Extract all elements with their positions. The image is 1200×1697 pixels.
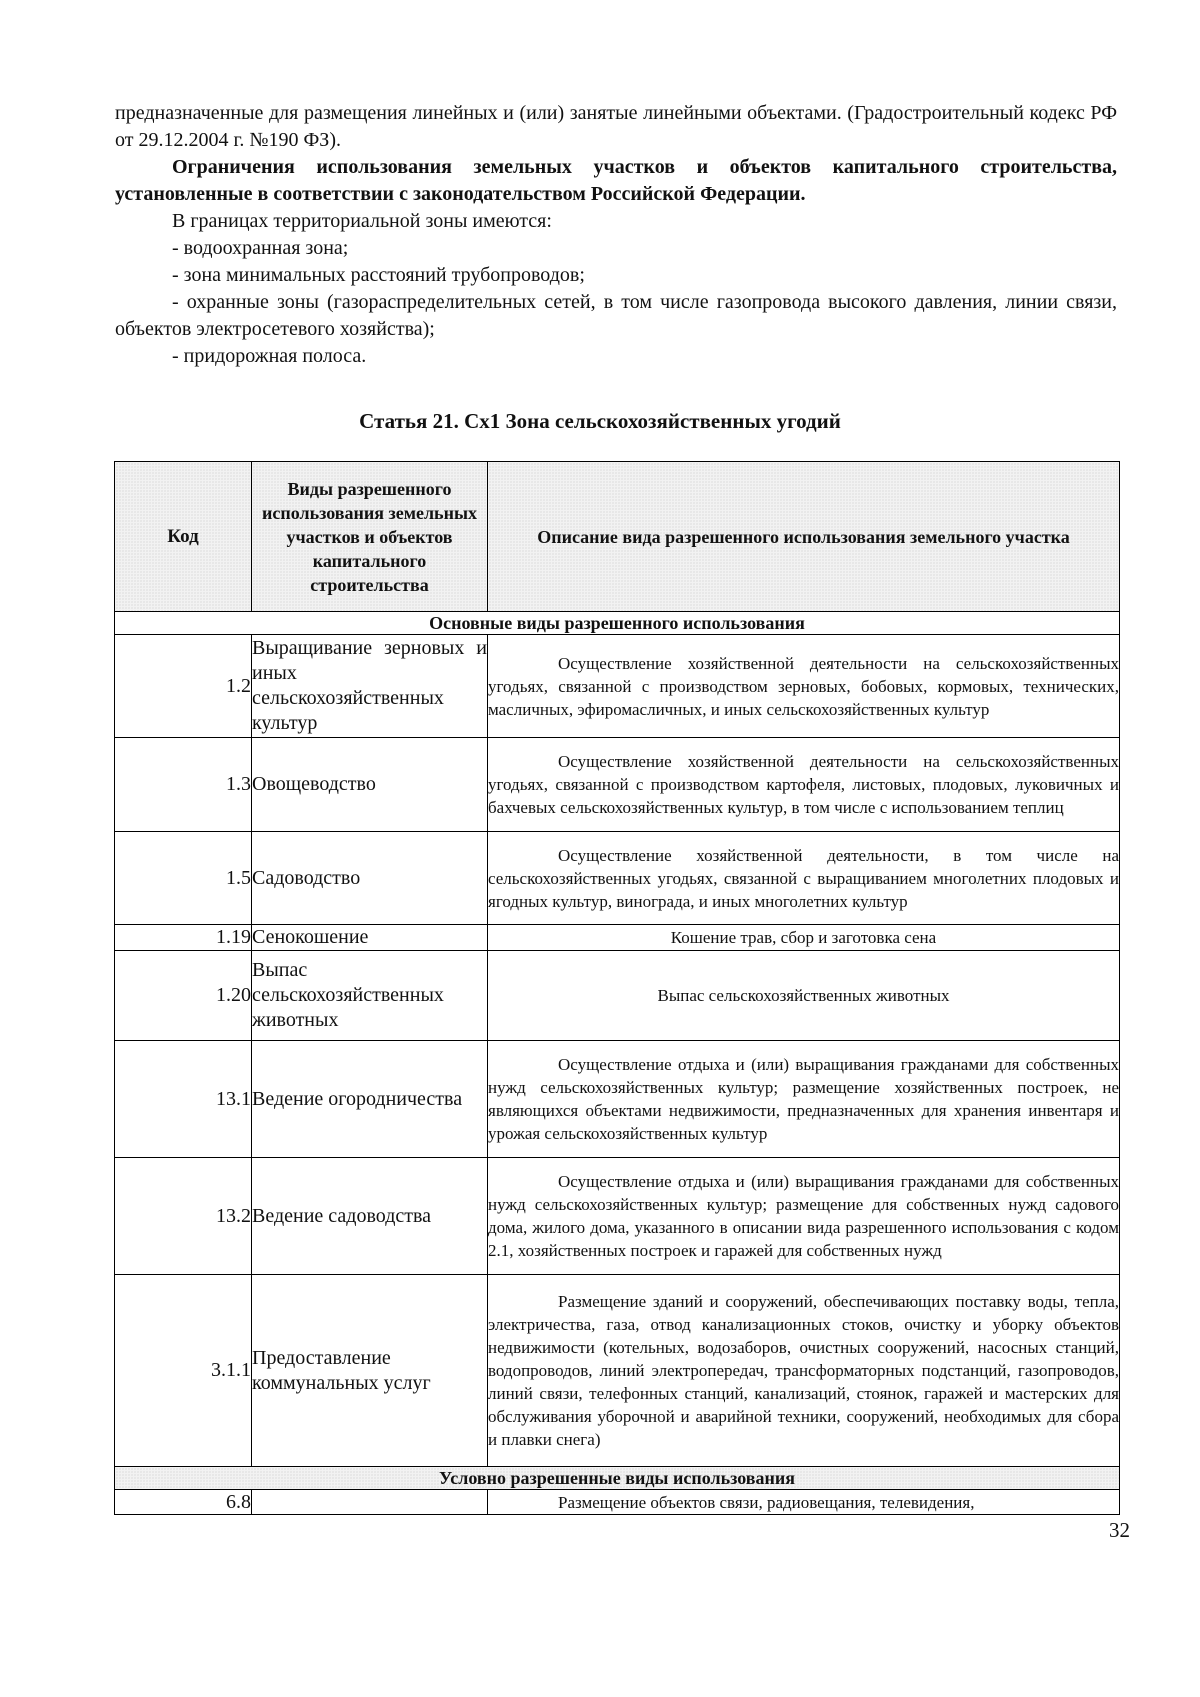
row-code: 13.1 [115, 1041, 252, 1158]
table-row [115, 832, 1120, 925]
table-row [115, 635, 1120, 738]
row-description: Осуществление хозяйственной деятельности на сельскохозяйственных угодьях, связанной с производством зерновых, бобовых, кормовых, технических, масличных, эфиромасличных, и иных сельскохозяйственных культур [488, 635, 1120, 738]
intro-paragraph: предназначенные для размещения линейных и (или) занятые линейными объектами. (Градостроительный кодекс РФ от 29.12.2004 г. №190 ФЗ). [115, 102, 1117, 151]
section-row [115, 612, 1120, 635]
row-name: Сенокошение [252, 925, 488, 951]
row-code: 1.2 [115, 635, 252, 738]
row-name: Выращивание зерновых и иных сельскохозяйственных культур [252, 635, 488, 738]
table-row [115, 1158, 1120, 1275]
row-code: 1.20 [115, 951, 252, 1041]
row-description: Размещение объектов связи, радиовещания, телевидения, [488, 1490, 1120, 1515]
row-code: 1.3 [115, 738, 252, 832]
row-description: Осуществление отдыха и (или) выращивания гражданами для собственных нужд сельскохозяйственных культур; размещение для собственных нужд садового дома, жилого дома, указанного в описании вида разрешенного использования с кодом 2.1, хозяйственных построек и гаражей для собственных нужд [488, 1158, 1120, 1275]
row-description: Выпас сельскохозяйственных животных [488, 951, 1120, 1041]
row-description: Кошение трав, сбор и заготовка сена [488, 925, 1120, 951]
row-name: Выпас сельскохозяйственных животных [252, 951, 488, 1041]
row-name [252, 1490, 488, 1515]
row-description: Размещение зданий и сооружений, обеспечивающих поставку воды, тепла, электричества, газа, отвод канализационных стоков, очистку и уборку объектов недвижимости (котельных, водозаборов, очистных сооружений, насосных станций, водопроводов, линий электропередач, трансформаторных подстанций, газопроводов, линий связи, телефонных станций, канализаций, стоянок, гаражей и мастерских для обслуживания уборочной и аварийной техники, сооружений, необходимых для сбора и плавки снега) [488, 1275, 1120, 1467]
table-row [115, 1275, 1120, 1467]
section-row [115, 1467, 1120, 1490]
section-conditional-title: Условно разрешенные виды использования [115, 1467, 1120, 1490]
intro-text [115, 100, 1117, 370]
row-name: Предоставление коммунальных услуг [252, 1275, 488, 1467]
row-name: Ведение огородничества [252, 1041, 488, 1158]
zone-lead: В границах территориальной зоны имеются: [172, 210, 552, 232]
restriction-item: - зона минимальных расстояний трубопроводов; [172, 264, 585, 286]
restriction-item: - охранные зоны (газораспределительных сетей, в том числе газопровода высокого давления, линии связи, объектов электросетевого хозяйства); [115, 291, 1117, 340]
row-code: 13.2 [115, 1158, 252, 1275]
page-number: 32 [1109, 1518, 1130, 1542]
header-description: Описание вида разрешенного использования земельного участка [488, 462, 1120, 612]
restrictions-heading: Ограничения использования земельных участков и объектов капитального строительства, установленные в соответствии с законодательством Российской Федерации. [115, 156, 1117, 205]
section-main-title: Основные виды разрешенного использования [115, 612, 1120, 635]
row-description: Осуществление хозяйственной деятельности на сельскохозяйственных угодьях, связанной с производством картофеля, листовых, плодовых, луковичных и бахчевых сельскохозяйственных культур, в том числе с использованием теплиц [488, 738, 1120, 832]
row-name: Садоводство [252, 832, 488, 925]
row-code: 1.19 [115, 925, 252, 951]
table-row [115, 1041, 1120, 1158]
row-description: Осуществление отдыха и (или) выращивания гражданами для собственных нужд сельскохозяйственных культур; размещение хозяйственных построек, не являющихся объектами недвижимости, предназначенных для хранения инвентаря и урожая сельскохозяйственных культур [488, 1041, 1120, 1158]
header-code: Код [115, 462, 252, 612]
article-title: Статья 21. Сх1 Зона сельскохозяйственных угодий [359, 409, 841, 433]
header-name: Виды разрешенного использования земельных участков и объектов капитального строительства [252, 462, 488, 612]
table-header-row [115, 462, 1120, 612]
row-code: 1.5 [115, 832, 252, 925]
land-use-table [114, 461, 1120, 1515]
row-code: 6.8 [115, 1490, 252, 1515]
restriction-item: - придорожная полоса. [172, 345, 367, 367]
row-name: Ведение садоводства [252, 1158, 488, 1275]
row-name: Овощеводство [252, 738, 488, 832]
table-row [115, 1490, 1120, 1515]
table-row [115, 925, 1120, 951]
row-description: Осуществление хозяйственной деятельности, в том числе на сельскохозяйственных угодьях, связанной с выращиванием многолетних плодовых и ягодных культур, винограда, и иных многолетних культур [488, 832, 1120, 925]
table-row [115, 738, 1120, 832]
table-row [115, 951, 1120, 1041]
row-code: 3.1.1 [115, 1275, 252, 1467]
restriction-item: - водоохранная зона; [172, 237, 349, 259]
